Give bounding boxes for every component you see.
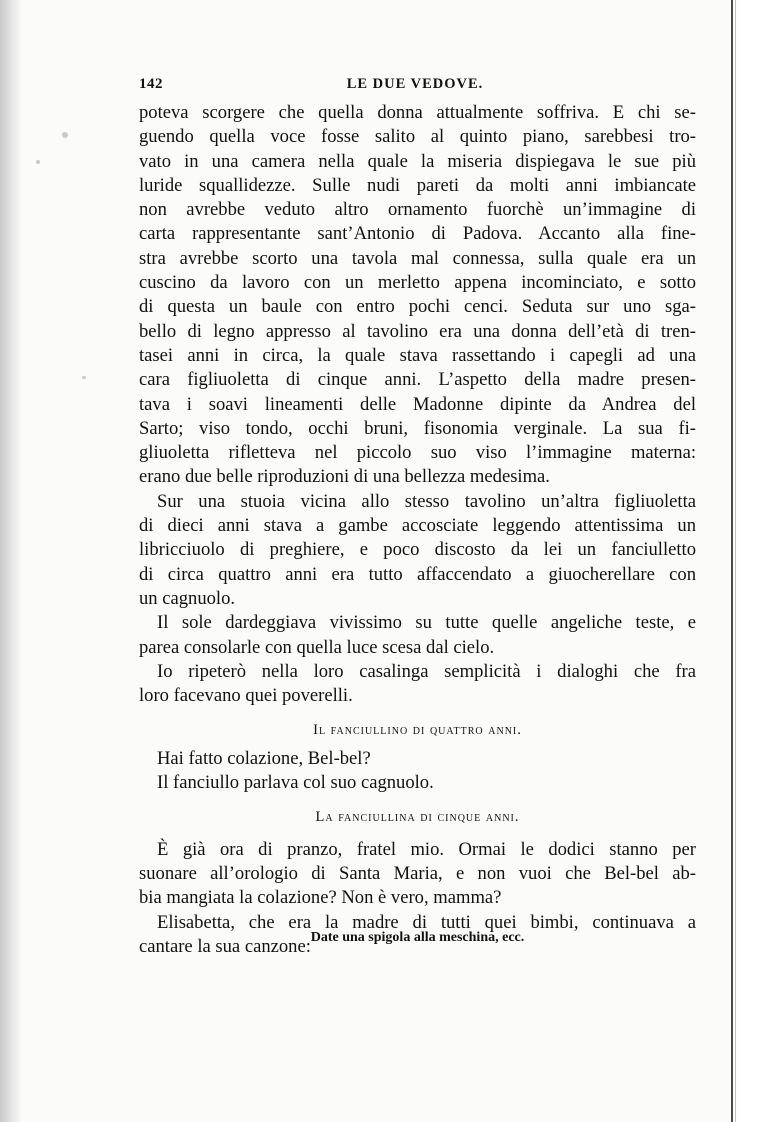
text-line: carta rappresentante sant’Antonio di Padova. Accanto alla fine- bbox=[139, 223, 696, 245]
text-line: Sur una stuoia vicina allo stesso tavolino un’altra figliuoletta bbox=[157, 490, 696, 512]
binding-fold-line-thin bbox=[735, 0, 736, 1122]
text-line: di dieci anni stava a gambe accosciate leggendo attentissima un bbox=[139, 515, 696, 537]
dialogue-line: Il fanciullo parlava col suo cagnuolo. bbox=[157, 772, 434, 794]
paragraph bbox=[139, 660, 696, 709]
text-line: vato in una camera nella quale la miseria dispiegava le sue più bbox=[139, 150, 696, 172]
text-line: di questa un baule con entro pochi cenci. Seduta sur uno sga- bbox=[139, 296, 696, 318]
text-line: loro facevano quei poverelli. bbox=[139, 685, 353, 707]
dialogue-line: bia mangiata la colazione? Non è vero, mamma? bbox=[139, 887, 502, 909]
text-line: gliuoletta rifletteva nel piccolo suo viso l’immagine materna: bbox=[139, 442, 696, 464]
binding-fold-line bbox=[731, 0, 733, 1122]
paragraph bbox=[139, 490, 696, 611]
scan-speck bbox=[62, 132, 68, 138]
dialogue-line: Elisabetta, che era la madre di tutti quei bimbi, continuava a bbox=[157, 911, 696, 933]
text-line: erano due belle riproduzioni di una bellezza medesima. bbox=[139, 466, 550, 488]
dialogue-line: cantare la sua canzone: bbox=[139, 935, 311, 957]
paragraph bbox=[139, 101, 696, 490]
page-number: 142 bbox=[139, 76, 163, 92]
dialogue-line: Hai fatto colazione, Bel-bel? bbox=[157, 747, 371, 769]
scan-speck bbox=[82, 376, 86, 379]
running-title: LE DUE VEDOVE. bbox=[346, 76, 484, 92]
song-verse: Date una spigola alla meschina, ecc. bbox=[310, 930, 525, 945]
dialogue-heading: La fanciullina di cinque anni. bbox=[315, 809, 520, 826]
text-line: guendo quella voce fosse salito al quinto piano, sarebbesi tro- bbox=[139, 126, 696, 148]
paragraph bbox=[139, 611, 696, 660]
text-line: tava i soavi lineamenti delle Madonne dipinte da Andrea del bbox=[139, 393, 696, 415]
text-line: poteva scorgere che quella donna attualmente soffriva. E chi se- bbox=[139, 102, 696, 123]
text-line: di circa quattro anni era tutto affaccendato a giuocherellare con bbox=[139, 563, 696, 585]
text-line: parea consolarle con quella luce scesa dal cielo. bbox=[139, 636, 495, 658]
text-line: non avrebbe veduto altro ornamento fuorchè un’immagine di bbox=[139, 199, 696, 221]
scan-speck bbox=[36, 160, 40, 164]
page-edge-shadow-left bbox=[0, 0, 22, 1122]
dialogue-line: suonare all’orologio di Santa Maria, e non vuoi che Bel-bel ab- bbox=[139, 862, 696, 884]
text-line: luride squallidezze. Sulle nudi pareti da molti anni imbiancate bbox=[139, 174, 696, 196]
text-line: libricciuolo di preghiere, e poco discosto da lei un fanciulletto bbox=[139, 539, 696, 561]
text-line: tasei anni in circa, la quale stava rassettando i capegli ad una bbox=[139, 344, 696, 366]
body-text bbox=[139, 101, 696, 959]
text-line: Il sole dardeggiava vivissimo su tutte quelle angeliche teste, e bbox=[157, 612, 696, 634]
dialogue-block bbox=[139, 747, 696, 796]
page-header bbox=[139, 76, 691, 98]
dialogue-line: È già ora di pranzo, fratel mio. Ormai le dodici stanno per bbox=[157, 838, 696, 860]
text-line: bello di legno appresso al tavolino era una donna dell’età di tren- bbox=[139, 320, 696, 342]
text-line: cuscino da lavoro con un merletto appena incominciato, e sotto bbox=[139, 272, 696, 294]
text-line: un cagnuolo. bbox=[139, 587, 236, 609]
text-line: cara figliuoletta di cinque anni. L’aspetto della madre presen- bbox=[139, 369, 696, 391]
text-line: Io ripeterò nella loro casalinga semplicità i dialoghi che fra bbox=[157, 660, 696, 682]
dialogue-heading: Il fanciullino di quattro anni. bbox=[313, 722, 522, 739]
text-line: Sarto; viso tondo, occhi bruni, fisonomia verginale. La sua fi- bbox=[139, 417, 696, 439]
text-line: stra avrebbe scorto una tavola mal connessa, sulla quale era un bbox=[139, 247, 696, 269]
